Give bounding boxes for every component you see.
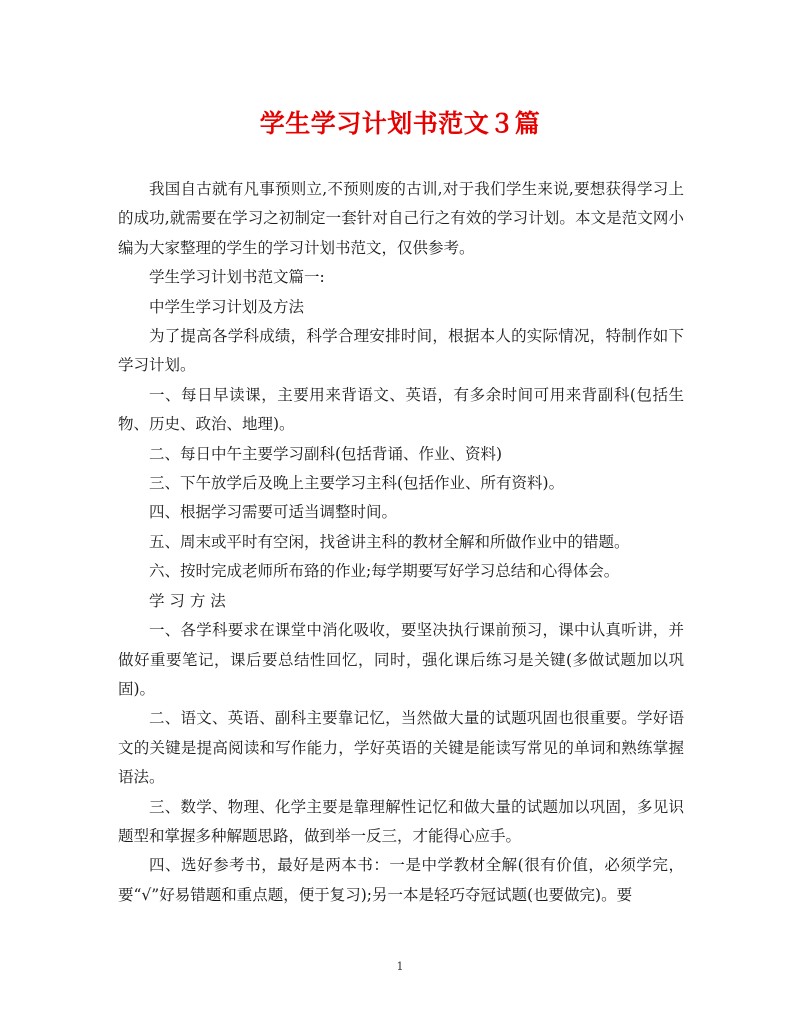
intro-paragraph: 我国自古就有凡事预则立,不预则废的古训,对于我们学生来说,要想获得学习上的成功,就需要在学习之初制定一套针对自己行之有效的学习计划。本文是范文网小编为大家整理的学生的学习计划书范文，仅供参考。 bbox=[118, 180, 684, 257]
plan-item: 六、按时完成老师所布臵的作业;每学期要写好学习总结和心得体会。 bbox=[149, 562, 620, 581]
subsection-heading: 中学生学习计划及方法 bbox=[149, 297, 305, 316]
method-item: 四、选好参考书，最好是两本书：一是中学教材全解(很有价值，必须学完，要“√”好易错题和重点题，便于复习);另一本是轻巧夺冠试题(也要做完)。要 bbox=[118, 856, 684, 904]
section-heading: 学生学习计划书范文篇一: bbox=[149, 268, 325, 287]
document-title: 学生学习计划书范文３篇 bbox=[259, 109, 541, 138]
document-body bbox=[118, 175, 684, 910]
method-item: 二、语文、英语、副科主要靠记忆，当然做大量的试题巩固也很重要。学好语文的关键是提高阅读和写作能力，学好英语的关键是能读写常见的单词和熟练掌握语法。 bbox=[118, 709, 684, 787]
plan-item: 二、每日中午主要学习副科(包括背诵、作业、资料) bbox=[149, 444, 503, 463]
plan-item: 五、周末或平时有空闲，找爸讲主科的教材全解和所做作业中的错题。 bbox=[149, 532, 630, 551]
plan-item: 四、根据学习需要可适当调整时间。 bbox=[149, 503, 398, 522]
plan-item: 一、每日早读课，主要用来背语文、英语，有多余时间可用来背副科(包括生物、历史、政治、地理)。 bbox=[118, 385, 684, 434]
page-number: 1 bbox=[396, 960, 404, 973]
method-item: 三、数学、物理、化学主要是靠理解性记忆和做大量的试题加以巩固，多见识题型和掌握多种解题思路，做到举一反三，才能得心应手。 bbox=[118, 797, 684, 845]
body-paragraph: 为了提高各学科成绩，科学合理安排时间，根据本人的实际情况，特制作如下学习计划。 bbox=[118, 327, 684, 375]
plan-item: 三、下午放学后及晚上主要学习主科(包括作业、所有资料)。 bbox=[149, 474, 565, 493]
method-heading: 学 习 方 法 bbox=[149, 591, 226, 610]
method-item: 一、各学科要求在课堂中消化吸收，要坚决执行课前预习，课中认真听讲，并做好重要笔记，课后要总结性回忆，同时，强化课后练习是关键(多做试题加以巩固)。 bbox=[118, 621, 684, 698]
